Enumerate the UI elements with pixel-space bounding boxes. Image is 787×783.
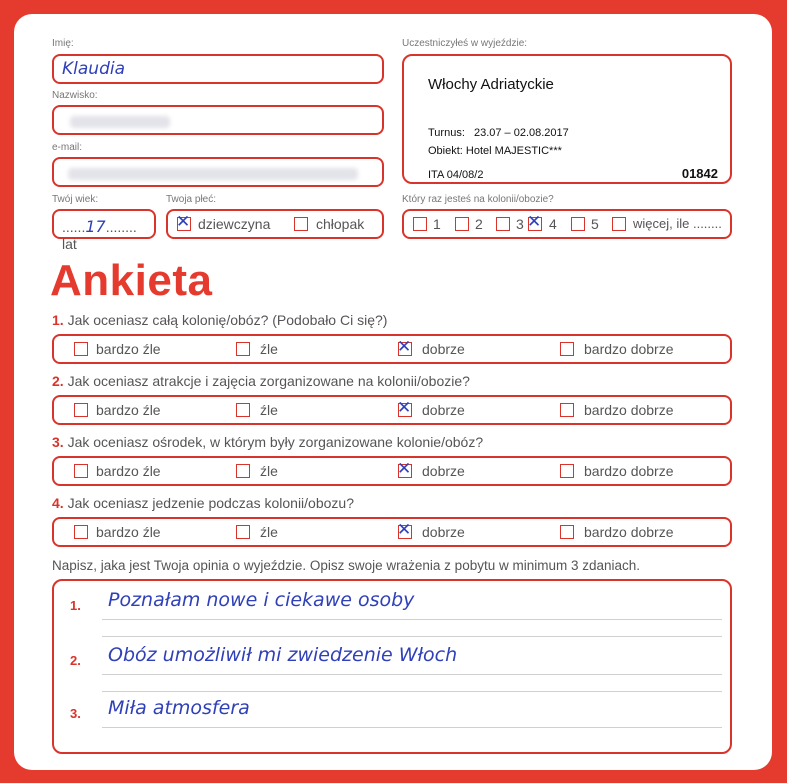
trip-label: Uczestniczyłeś w wyjeździe: bbox=[402, 38, 528, 49]
gender-label: Twoja płeć: bbox=[166, 194, 217, 205]
q2-bardzo-dobrze-label: bardzo dobrze bbox=[584, 402, 674, 418]
question-4-options bbox=[52, 517, 732, 547]
q4-dobrze-label: dobrze bbox=[422, 524, 465, 540]
q2-dobrze-label: dobrze bbox=[422, 402, 465, 418]
email-field[interactable] bbox=[52, 157, 384, 187]
q2-zle-checkbox[interactable] bbox=[236, 403, 250, 417]
question-1-text: Jak oceniasz całą kolonię/obóz? (Podobało Ci się?) bbox=[67, 312, 388, 328]
opinion-line-3-number: 3. bbox=[70, 706, 81, 721]
age-label: Twój wiek: bbox=[52, 194, 99, 205]
age-value: 17 bbox=[85, 217, 106, 236]
question-2 bbox=[52, 373, 470, 389]
visit-2-label: 2 bbox=[475, 216, 483, 232]
age-dots-after: ........ bbox=[105, 219, 137, 235]
question-1-number: 1. bbox=[52, 312, 64, 328]
object-label: Obiekt: bbox=[428, 145, 463, 157]
q1-bardzo-dobrze-checkbox[interactable] bbox=[560, 342, 574, 356]
q3-bardzo-dobrze-label: bardzo dobrze bbox=[584, 463, 674, 479]
q1-dobrze-checkbox[interactable] bbox=[398, 342, 412, 356]
q4-zle-checkbox[interactable] bbox=[236, 525, 250, 539]
question-4-text: Jak oceniasz jedzenie podczas kolonii/obozu? bbox=[67, 495, 354, 511]
turnus-label: Turnus: bbox=[428, 127, 465, 139]
q2-bardzo-zle-checkbox[interactable] bbox=[74, 403, 88, 417]
question-3-text: Jak oceniasz ośrodek, w którym były zorganizowane kolonie/obóz? bbox=[67, 434, 484, 450]
q1-dobrze-label: dobrze bbox=[422, 341, 465, 357]
q4-dobrze-checkbox[interactable] bbox=[398, 525, 412, 539]
opinion-prompt: Napisz, jaka jest Twoja opinia o wyjeździe. Opisz swoje wrażenia z pobytu w minimum 3 zdaniach. bbox=[52, 558, 641, 573]
visit-more-label: więcej, ile ........ bbox=[633, 216, 722, 231]
opinion-box[interactable] bbox=[52, 579, 732, 754]
visit-3-checkbox[interactable] bbox=[496, 217, 510, 231]
visit-1-label: 1 bbox=[433, 216, 441, 232]
survey-title: Ankieta bbox=[50, 256, 213, 305]
question-3-number: 3. bbox=[52, 434, 64, 450]
visit-5-checkbox[interactable] bbox=[571, 217, 585, 231]
redacted-email bbox=[68, 168, 358, 180]
age-dots-before: ...... bbox=[62, 219, 86, 235]
visit-3-label: 3 bbox=[516, 216, 524, 232]
q2-dobrze-checkbox[interactable] bbox=[398, 403, 412, 417]
question-3-options bbox=[52, 456, 732, 486]
visit-4-checkbox[interactable] bbox=[528, 217, 542, 231]
email-label: e-mail: bbox=[52, 142, 83, 153]
q4-bardzo-dobrze-checkbox[interactable] bbox=[560, 525, 574, 539]
opinion-line-3-text: Miła atmosfera bbox=[108, 697, 250, 719]
question-3 bbox=[52, 434, 483, 450]
surname-field[interactable] bbox=[52, 105, 384, 135]
gender-field bbox=[166, 209, 384, 239]
visit-1-checkbox[interactable] bbox=[413, 217, 427, 231]
question-1-options bbox=[52, 334, 732, 364]
visit-2-checkbox[interactable] bbox=[455, 217, 469, 231]
q1-bardzo-dobrze-label: bardzo dobrze bbox=[584, 341, 674, 357]
q3-dobrze-label: dobrze bbox=[422, 463, 465, 479]
visit-4-label: 4 bbox=[549, 216, 557, 232]
opinion-line-1-number: 1. bbox=[70, 598, 81, 613]
q3-dobrze-checkbox[interactable] bbox=[398, 464, 412, 478]
q3-bardzo-dobrze-checkbox[interactable] bbox=[560, 464, 574, 478]
q3-bardzo-zle-label: bardzo źle bbox=[96, 463, 161, 479]
trip-code: ITA 04/08/2 bbox=[428, 169, 484, 181]
opinion-line-3-rule bbox=[102, 727, 722, 728]
q3-bardzo-zle-checkbox[interactable] bbox=[74, 464, 88, 478]
visit-5-label: 5 bbox=[591, 216, 599, 232]
gender-female-checkbox[interactable] bbox=[177, 217, 191, 231]
q2-bardzo-dobrze-checkbox[interactable] bbox=[560, 403, 574, 417]
turnus-value: 23.07 – 02.08.2017 bbox=[473, 127, 569, 139]
q1-zle-label: źle bbox=[260, 341, 278, 357]
redacted-surname bbox=[70, 116, 170, 128]
q2-bardzo-zle-label: bardzo źle bbox=[96, 402, 161, 418]
opinion-line-1b-rule bbox=[102, 636, 722, 637]
object-value: Hotel MAJESTIC*** bbox=[465, 145, 562, 157]
opinion-line-2-text: Obóz umożliwił mi zwiedzenie Włoch bbox=[108, 644, 458, 666]
opinion-line-2-number: 2. bbox=[70, 653, 81, 668]
question-4-number: 4. bbox=[52, 495, 64, 511]
age-unit: lat bbox=[62, 236, 77, 252]
question-1 bbox=[52, 312, 387, 328]
q1-bardzo-zle-label: bardzo źle bbox=[96, 341, 161, 357]
question-4 bbox=[52, 495, 354, 511]
opinion-line-2b-rule bbox=[102, 691, 722, 692]
trip-name: Włochy Adriatyckie bbox=[428, 76, 554, 93]
first-name-value: Klaudia bbox=[62, 59, 125, 79]
q2-zle-label: źle bbox=[260, 402, 278, 418]
trip-number: 01842 bbox=[681, 166, 718, 181]
q4-bardzo-zle-label: bardzo źle bbox=[96, 524, 161, 540]
first-name-field[interactable] bbox=[52, 54, 384, 84]
q3-zle-checkbox[interactable] bbox=[236, 464, 250, 478]
q1-zle-checkbox[interactable] bbox=[236, 342, 250, 356]
surname-label: Nazwisko: bbox=[52, 90, 98, 101]
gender-male-label: chłopak bbox=[316, 216, 365, 232]
visits-label: Który raz jesteś na kolonii/obozie? bbox=[402, 194, 554, 205]
visit-more-checkbox[interactable] bbox=[612, 217, 626, 231]
trip-info-box bbox=[402, 54, 732, 184]
visits-field bbox=[402, 209, 732, 239]
q4-zle-label: źle bbox=[260, 524, 278, 540]
question-2-number: 2. bbox=[52, 373, 64, 389]
gender-male-checkbox[interactable] bbox=[294, 217, 308, 231]
opinion-line-1-rule bbox=[102, 619, 722, 620]
q3-zle-label: źle bbox=[260, 463, 278, 479]
gender-female-label: dziewczyna bbox=[198, 216, 271, 232]
opinion-line-2-rule bbox=[102, 674, 722, 675]
question-2-text: Jak oceniasz atrakcje i zajęcia zorganizowane na kolonii/obozie? bbox=[67, 373, 470, 389]
age-field[interactable] bbox=[52, 209, 156, 252]
first-name-label: Imię: bbox=[52, 38, 74, 49]
question-2-options bbox=[52, 395, 732, 425]
opinion-line-1-text: Poznałam nowe i ciekawe osoby bbox=[108, 589, 415, 611]
q4-bardzo-dobrze-label: bardzo dobrze bbox=[584, 524, 674, 540]
survey-sheet bbox=[14, 14, 772, 770]
q4-bardzo-zle-checkbox[interactable] bbox=[74, 525, 88, 539]
q1-bardzo-zle-checkbox[interactable] bbox=[74, 342, 88, 356]
